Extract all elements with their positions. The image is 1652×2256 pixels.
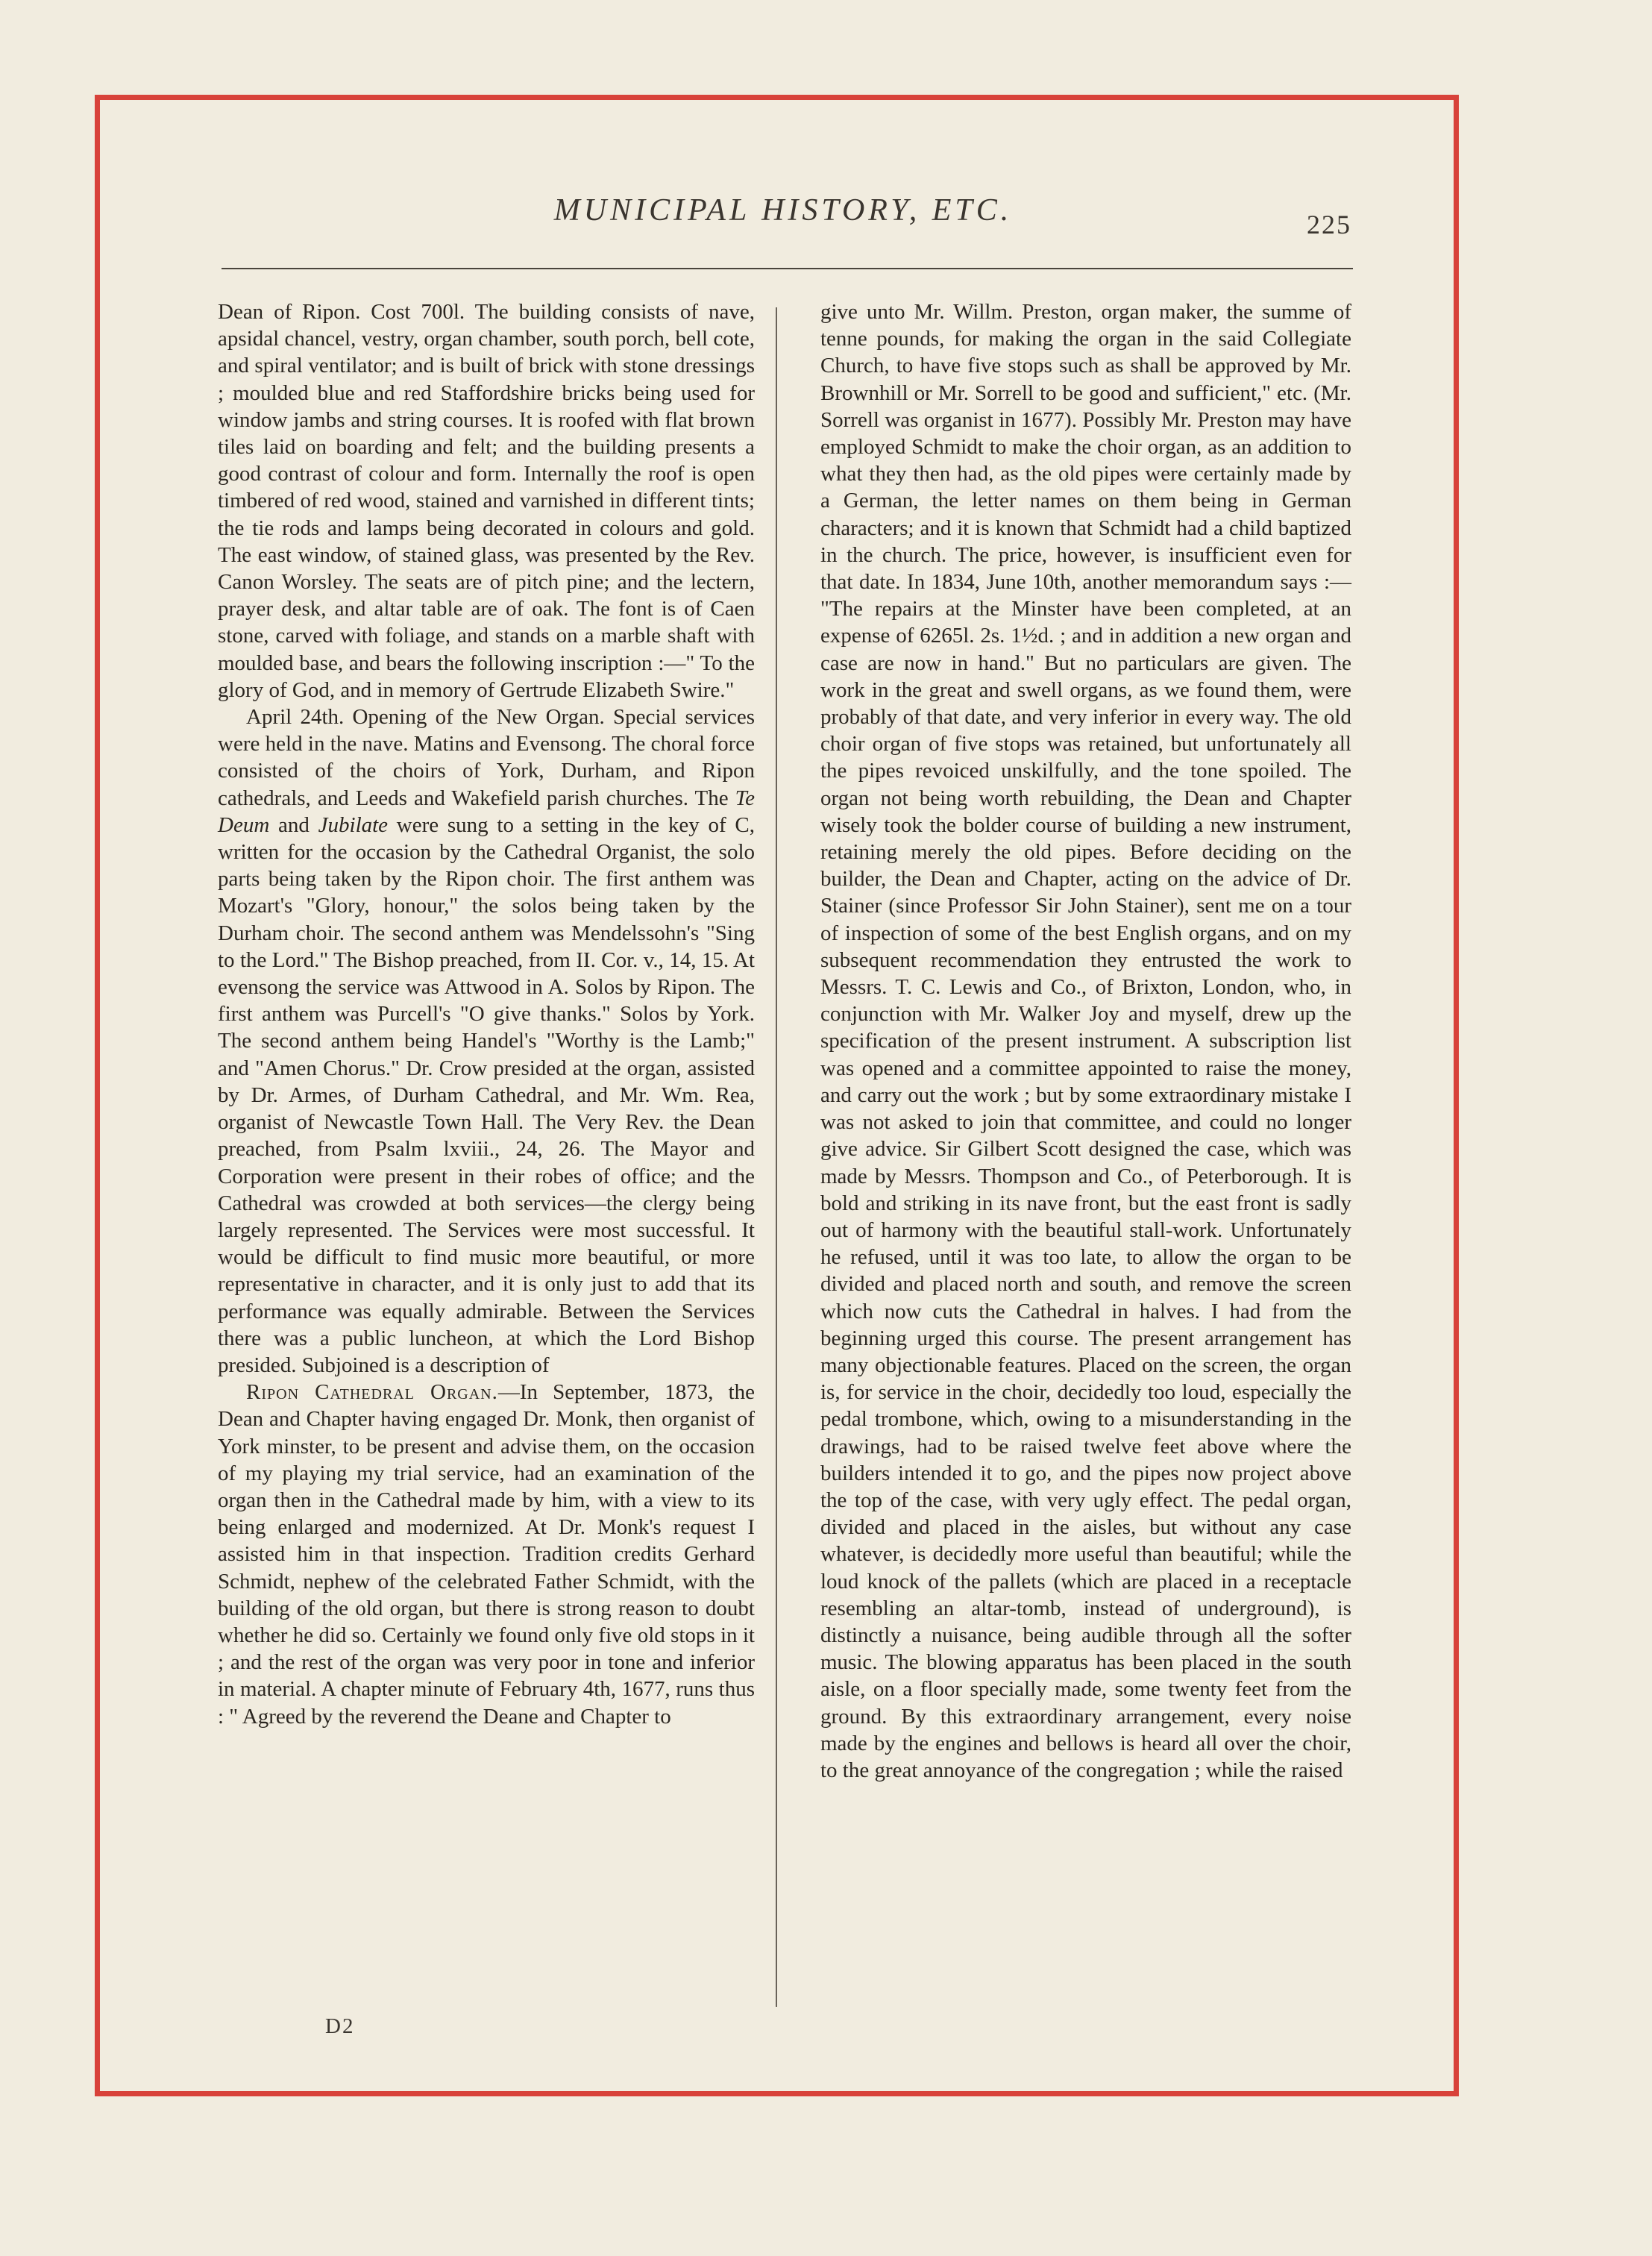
right-column [820, 298, 1351, 1784]
running-head: MUNICIPAL HISTORY, ETC. [553, 193, 1013, 228]
header-rule [222, 268, 1353, 269]
italic-title: Jubilate [318, 812, 389, 837]
section-heading: Ripon Cathedral Organ. [246, 1380, 498, 1405]
text-run: April 24th. Opening of the New Organ. Special services were held in the nave. Matins and Evensong. The choral force consisted of the choirs of York, Durham, and Ripon cathedrals, and Leeds and Wakefield parish churches. The [218, 705, 755, 810]
italic-title: Te Deum [218, 786, 755, 837]
column-divider [776, 307, 777, 2007]
left-column [218, 298, 755, 1730]
text-run: and [269, 812, 318, 837]
paragraph: Dean of Ripon. Cost 700l. The building consists of nave, apsidal chancel, vestry, organ chamber, south porch, bell cote, and spiral ventilator; and is built of brick with stone dressings ; moulded blue and red Staffordshire bricks being used for window jambs and string courses. It is roofed with flat brown tiles laid on boarding and felt; and the building presents a good contrast of colour and form. Internally the roof is open timbered of red wood, stained and varnished in different tints; the tie rods and lamps being decorated in colours and gold. The east window, of stained glass, was presented by the Rev. Canon Worsley. The seats are of pitch pine; and the lectern, prayer desk, and altar table are of oak. The font is of Caen stone, carved with foliage, and stands on a marble shaft with moulded base, and bears the following inscription :—" To the glory of God, and in memory of Gertrude Elizabeth Swire." [218, 300, 755, 702]
paragraph: give unto Mr. Willm. Preston, organ maker, the summe of tenne pounds, for making the organ in the said Collegiate Church, to have five stops such as shall be approved by Mr. Brownhill or Mr. Sorrell to be good and sufficient," etc. (Mr. Sorrell was organist in 1677). Possibly Mr. Preston may have employed Schmidt to make the choir organ, as an addition to what they then had, as the old pipes were certainly made by a German, the letter names on them being in German characters; and it is known that Schmidt had a child baptized in the church. The price, however, is insufficient even for that date. In 1834, June 10th, another memorandum says :— "The repairs at the Minster have been completed, at an expense of 6265l. 2s. 1½d. ; and in addition a new organ and case are now in hand." But no particulars are given. The work in the great and swell organs, as we found them, were probably of that date, and very inferior in every way. The old choir organ of five stops was retained, but unfortunately all the pipes revoiced unskilfully, and the tone spoiled. The organ not being worth rebuilding, the Dean and Chapter wisely took the bolder course of building a new instrument, retaining merely the old pipes. Before deciding on the builder, the Dean and Chapter, acting on the advice of Dr. Stainer (since Professor Sir John Stainer), sent me on a tour of inspection of some of the best English organs, and on my subsequent recommendation they entrusted the work to Messrs. T. C. Lewis and Co., of Brixton, London, who, in conjunction with Mr. Walker Joy and myself, drew up the specification of the present instrument. A subscription list was opened and a committee appointed to raise the money, and carry out the work ; but by some extraordinary mistake I was not asked to join that committee, and could no longer give advice. Sir Gilbert Scott designed the case, which was made by Messrs. Thompson and Co., of Peterborough. It is bold and striking in its nave front, but the east front is sadly out of harmony with the beautiful stall-work. Unfortunately he refused, until it was too late, to allow the organ to be divided and placed north and south, and remove the screen which now cuts the Cathedral in halves. I had from the beginning urged this course. The present arrangement has many objectionable features. Placed on the screen, the organ is, for service in the choir, decidedly too loud, especially the pedal trombone, which, owing to a misunderstanding in the drawings, had to be raised twelve feet above where the builders intended it to go, and the pipes now project above the top of the case, with very ugly effect. The pedal organ, divided and placed in the aisles, but without any case whatever, is decidedly more useful than beautiful; while the loud knock of the pallets (which are placed in a receptacle resembling an altar-tomb, instead of underground), is distinctly a nuisance, being audible through all the softer music. The blowing apparatus has been placed in the south aisle, on a floor specially made, some twenty feet from the ground. By this extraordinary arrangement, every noise made by the engines and bellows is heard all over the choir, to the great annoyance of the congregation ; while the raised [820, 300, 1351, 1782]
text-run: —In September, 1873, the Dean and Chapter having engaged Dr. Monk, then organist of York minster, to be present and advise them, on the occasion of my playing my trial service, had an examination of the organ then in the Cathedral made by him, with a view to its being enlarged and modernized. At Dr. Monk's request I assisted him in that inspection. Tradition credits Gerhard Schmidt, nephew of the celebrated Father Schmidt, with the building of the old organ, but there is strong reason to doubt whether he did so. Certainly we found only five old stops in it ; and the rest of the organ was very poor in tone and inferior in material. A chapter minute of February 4th, 1677, runs thus : " Agreed by the reverend the Deane and Chapter to [218, 1380, 755, 1729]
page-number: 225 [1307, 210, 1351, 239]
text-run: were sung to a setting in the key of C, written for the occasion by the Cathedral Organist, the solo parts being taken by the Ripon choir. The first anthem was Mozart's "Glory, honour," the solos being taken by the Durham choir. The second anthem was Mendelssohn's "Sing to the Lord." The Bishop preached, from II. Cor. v., 14, 15. At evensong the service was Attwood in A. Solos by Ripon. The first anthem was Purcell's "O give thanks." Solos by York. The second anthem being Handel's "Worthy is the Lamb;" and "Amen Chorus." Dr. Crow presided at the organ, assisted by Dr. Armes, of Durham Cathedral, and Mr. Wm. Rea, organist of Newcastle Town Hall. The Very Rev. the Dean preached, from Psalm lxviii., 24, 26. The Mayor and Corporation were present in their robes of office; and the Cathedral was crowded at both services—the clergy being largely represented. The Services were most successful. It would be difficult to find music more beautiful, or more representative in character, and it is only just to add that its performance was equally admirable. Between the Services there was a public luncheon, at which the Lord Bishop presided. Subjoined is a description of [218, 812, 756, 1377]
paragraph-organ-opening [218, 704, 755, 1379]
paragraph-ripon-organ [218, 1379, 755, 1730]
signature-mark: D2 [325, 2014, 355, 2038]
